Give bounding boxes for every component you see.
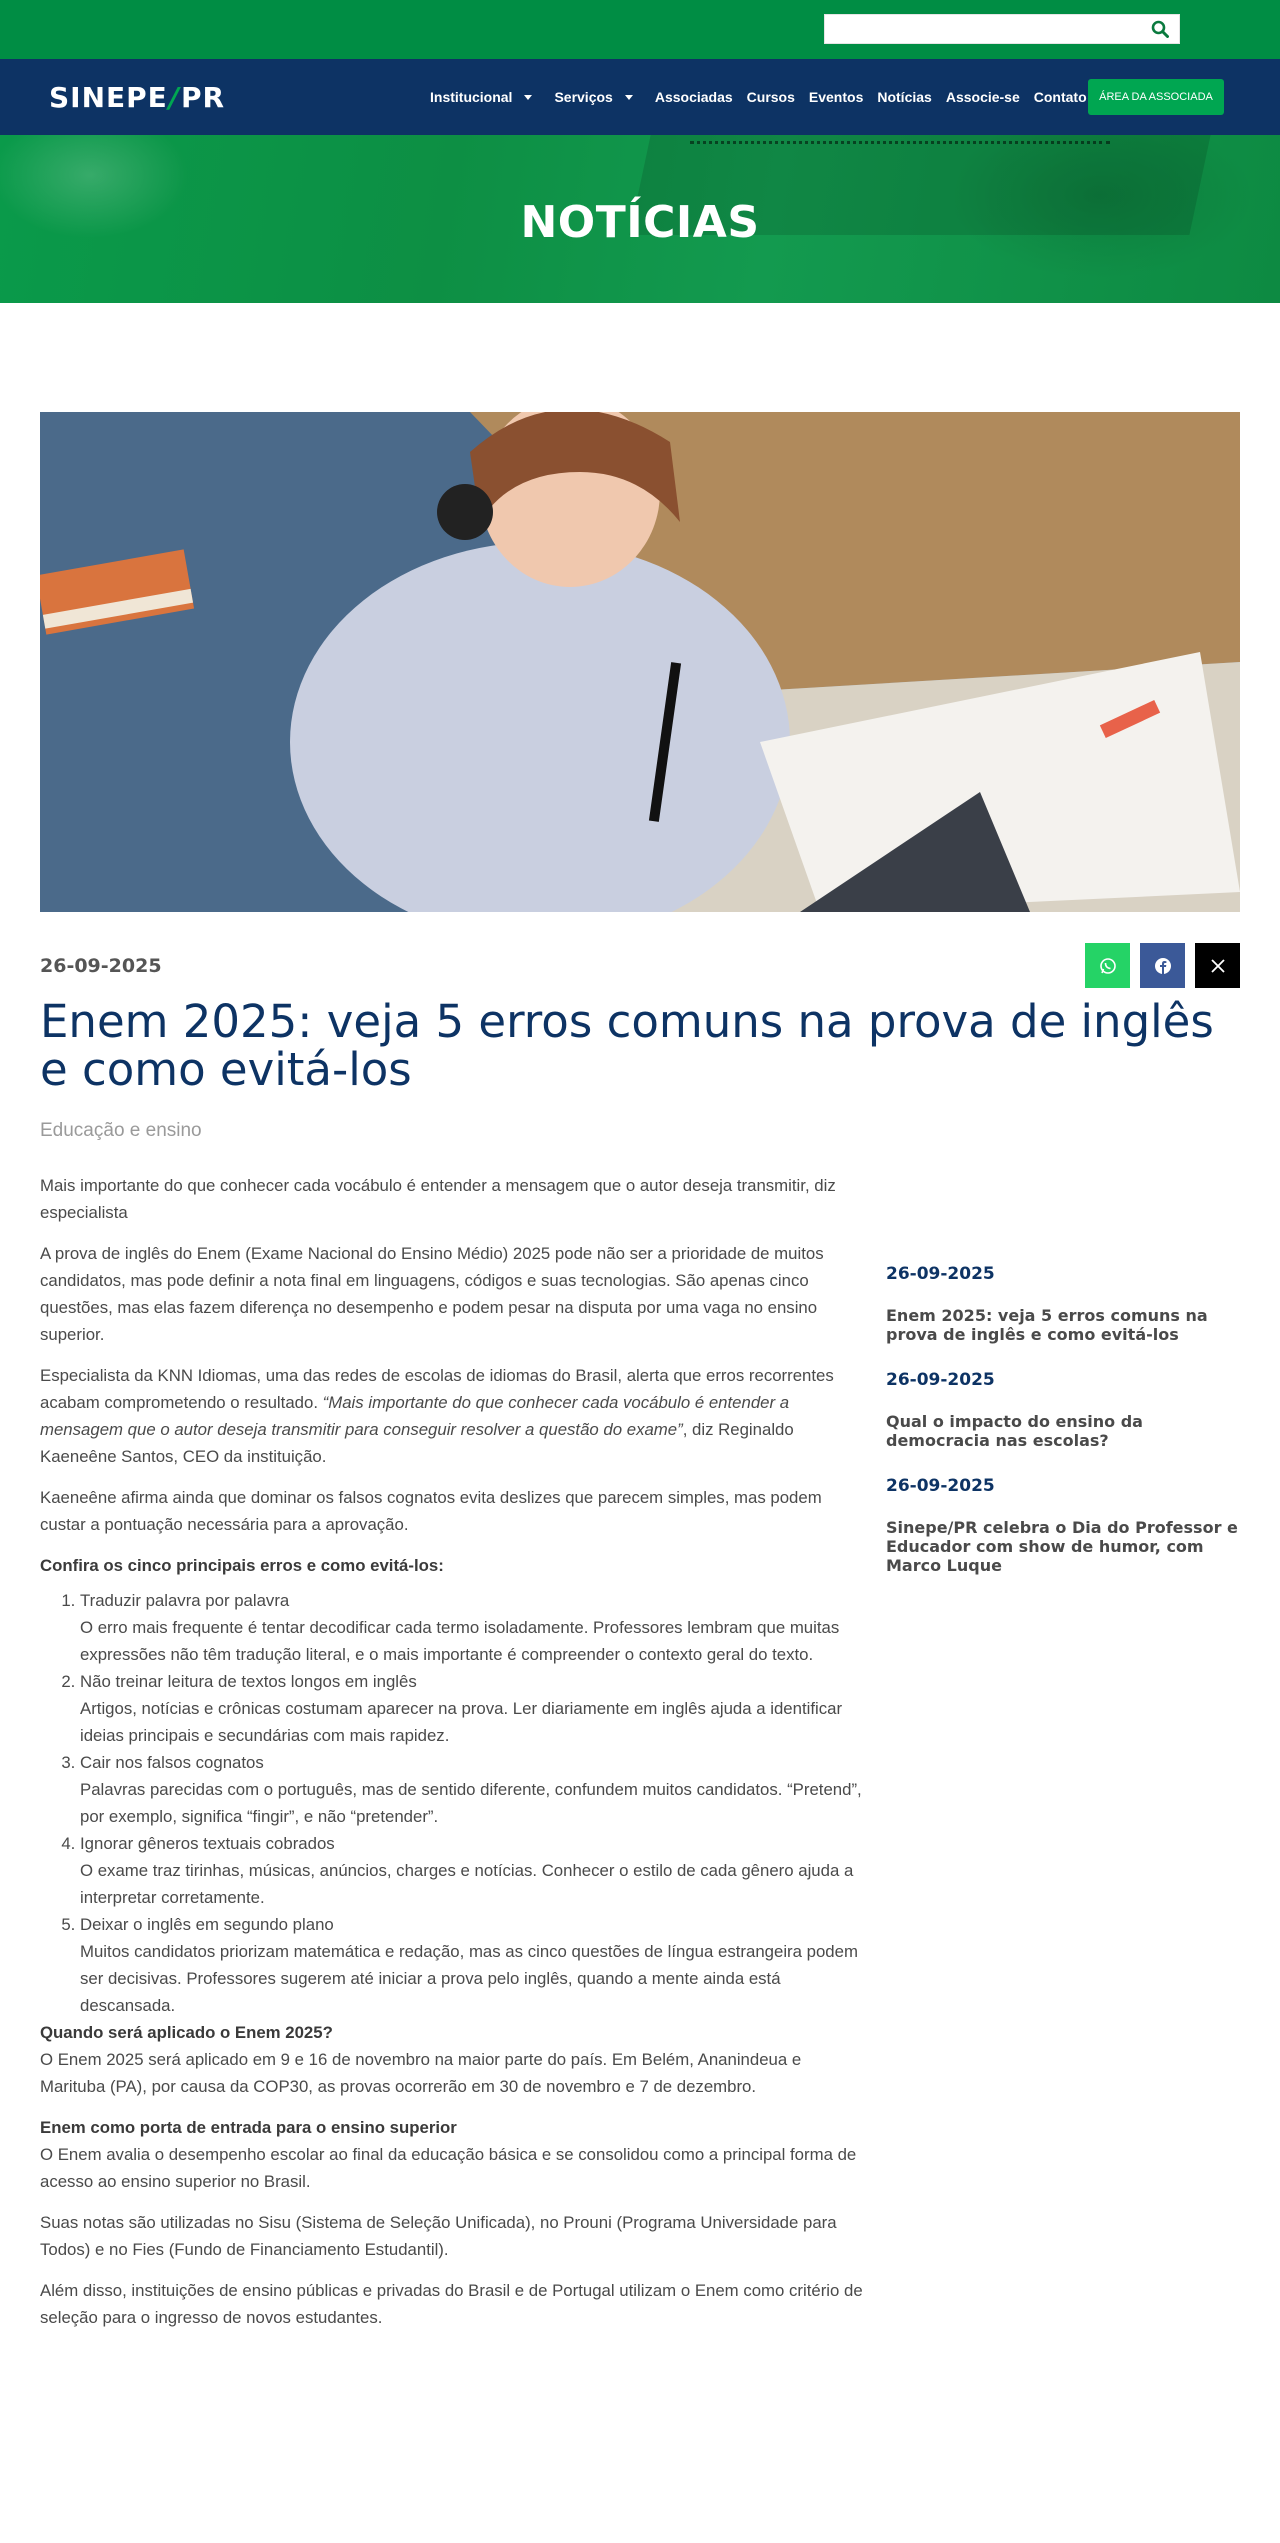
whatsapp-icon <box>1099 957 1117 975</box>
article-text: Especialista da KNN Idiomas, uma das redes de escolas de idiomas do Brasil, alerta que erros recorrentes acabam comprometendo o resultado. <box>40 1366 834 1412</box>
chevron-down-icon <box>524 95 532 100</box>
sidebar-news-title[interactable]: Qual o impacto do ensino da democracia nas escolas? <box>886 1412 1143 1450</box>
share-buttons <box>1085 943 1240 988</box>
error-text: Muitos candidatos priorizam matemática e redação, mas as cinco questões de língua estrangeira podem ser decisivas. Professores sugerem até iniciar a prova pelo inglês, quando a mente ainda está descansada. <box>80 1942 858 2015</box>
section-heading: Enem como porta de entrada para o ensino superior <box>40 2118 457 2137</box>
article-text: , diz Reginaldo Kaeneêne Santos, CEO da instituição. <box>40 1420 794 1466</box>
share-facebook-button[interactable] <box>1140 943 1185 988</box>
page-title: NOTÍCIAS <box>520 197 760 248</box>
hero-banner <box>0 135 1280 303</box>
post-date: 26-09-2025 <box>40 955 162 977</box>
sidebar-news-title[interactable]: Sinepe/PR celebra o Dia do Professor e Educador com show de humor, com Marco Luque <box>886 1518 1238 1575</box>
x-icon <box>1210 958 1226 974</box>
main-navbar <box>0 59 1280 135</box>
sidebar-news-item[interactable] <box>886 1476 1240 1575</box>
sidebar-news-item[interactable] <box>886 1370 1240 1450</box>
nav-item-cursos[interactable]: Cursos <box>746 89 795 105</box>
error-title: Cair nos falsos cognatos <box>80 1753 264 1772</box>
article-paragraph <box>40 1362 870 1470</box>
featured-image <box>40 412 1240 912</box>
list-heading: Confira os cinco principais erros e como evitá-los: <box>40 1556 444 1575</box>
nav-item-servicos[interactable] <box>554 89 632 105</box>
article-body <box>40 1172 870 2345</box>
article-lead: Mais importante do que conhecer cada vocábulo é entender a mensagem que o autor deseja transmitir, diz especialista <box>40 1176 836 1222</box>
error-text: O erro mais frequente é tentar decodificar cada termo isoladamente. Professores lembram que muitas expressões não têm tradução literal, e o mais importante é compreender o contexto geral do texto. <box>80 1618 840 1664</box>
error-title: Ignorar gêneros textuais cobrados <box>80 1834 335 1853</box>
nav-item-label: Institucional <box>430 89 513 105</box>
post-category[interactable]: Educação e ensino <box>40 1120 202 1141</box>
top-bar <box>0 0 1280 59</box>
member-area-button[interactable]: ÁREA DA ASSOCIADA <box>1088 79 1224 115</box>
article-paragraph: A prova de inglês do Enem (Exame Nacional do Ensino Médio) 2025 pode não ser a prioridade de muitos candidatos, mas pode definir a nota final em linguagens, códigos e suas tecnologias. São apenas cinco questões, mas elas fazem diferença no desempenho e podem pesar na disputa por uma vaga no ensino superior. <box>40 1244 824 1344</box>
nav-item-contato[interactable]: Contato <box>1033 89 1087 105</box>
section-heading: Quando será aplicado o Enem 2025? <box>40 2023 333 2042</box>
list-item <box>80 1749 870 1830</box>
error-text: Palavras parecidas com o português, mas de sentido diferente, confundem muitos candidatos. “Pretend”, por exemplo, significa “fingir”, e não “pretender”. <box>80 1780 862 1826</box>
list-item <box>80 1830 870 1911</box>
error-title: Traduzir palavra por palavra <box>80 1591 290 1610</box>
search-icon <box>1151 20 1169 38</box>
article-quote: “Mais importante do que conhecer cada vocábulo é entender a mensagem que o autor deseja transmitir para conseguir resolver a questão do exame” <box>40 1393 790 1439</box>
article-paragraph: O Enem avalia o desempenho escolar ao final da educação básica e se consolidou como a principal forma de acesso ao ensino superior no Brasil. <box>40 2145 857 2191</box>
logo-text-sinepe: SINEPE <box>49 81 168 114</box>
nav-item-associe-se[interactable]: Associe-se <box>945 89 1020 105</box>
search-button[interactable] <box>1147 18 1173 40</box>
nav-menu <box>430 59 1101 135</box>
facebook-icon <box>1154 957 1172 975</box>
share-x-button[interactable] <box>1195 943 1240 988</box>
post-title: Enem 2025: veja 5 erros comuns na prova de inglês e como evitá-los <box>40 995 1214 1096</box>
nav-item-label: Serviços <box>554 89 613 105</box>
search-box <box>824 14 1180 44</box>
chevron-down-icon <box>625 95 633 100</box>
list-item <box>80 1668 870 1749</box>
sidebar-news-title[interactable]: Enem 2025: veja 5 erros comuns na prova de inglês e como evitá-los <box>886 1306 1208 1344</box>
article-paragraph: Kaeneêne afirma ainda que dominar os falsos cognatos evita deslizes que parecem simples, mas podem custar a pontuação necessária para a aprovação. <box>40 1488 822 1534</box>
sidebar-news-date: 26-09-2025 <box>886 1476 995 1496</box>
sidebar-news-date: 26-09-2025 <box>886 1370 995 1390</box>
list-item <box>80 1587 870 1668</box>
search-input[interactable] <box>825 15 1135 43</box>
nav-item-noticias[interactable]: Notícias <box>877 89 932 105</box>
share-whatsapp-button[interactable] <box>1085 943 1130 988</box>
featured-photo-illustration <box>40 412 1240 912</box>
article-paragraph: Suas notas são utilizadas no Sisu (Sistema de Seleção Unificada), no Prouni (Programa Universidade para Todos) e no Fies (Fundo de Financiamento Estudantil). <box>40 2213 837 2259</box>
article-paragraph: O Enem 2025 será aplicado em 9 e 16 de novembro na maior parte do país. Em Belém, Ananindeua e Marituba (PA), por causa da COP30, as provas ocorrerão em 30 de novembro e 7 de dezembro. <box>40 2050 802 2096</box>
sidebar-news-date: 26-09-2025 <box>886 1264 995 1284</box>
error-text: Artigos, notícias e crônicas costumam aparecer na prova. Ler diariamente em inglês ajuda a identificar ideias principais e secundárias com mais rapidez. <box>80 1699 843 1745</box>
logo-text-pr: PR <box>181 81 226 114</box>
hero-spiral-graphic <box>690 141 1110 159</box>
error-title: Deixar o inglês em segundo plano <box>80 1915 334 1934</box>
nav-item-institucional[interactable] <box>430 89 532 105</box>
site-logo[interactable] <box>49 81 225 114</box>
sidebar-news-item[interactable] <box>886 1264 1240 1344</box>
errors-list <box>80 1587 870 2019</box>
error-title: Não treinar leitura de textos longos em inglês <box>80 1672 417 1691</box>
related-news-sidebar <box>886 1264 1240 1601</box>
list-item <box>80 1911 870 2019</box>
error-text: O exame traz tirinhas, músicas, anúncios, charges e notícias. Conhecer o estilo de cada gênero ajuda a interpretar corretamente. <box>80 1861 854 1907</box>
nav-item-eventos[interactable]: Eventos <box>808 89 864 105</box>
logo-slash: / <box>168 81 181 114</box>
nav-item-associadas[interactable]: Associadas <box>654 89 733 105</box>
article-paragraph: Além disso, instituições de ensino públicas e privadas do Brasil e de Portugal utilizam o Enem como critério de seleção para o ingresso de novos estudantes. <box>40 2281 863 2327</box>
